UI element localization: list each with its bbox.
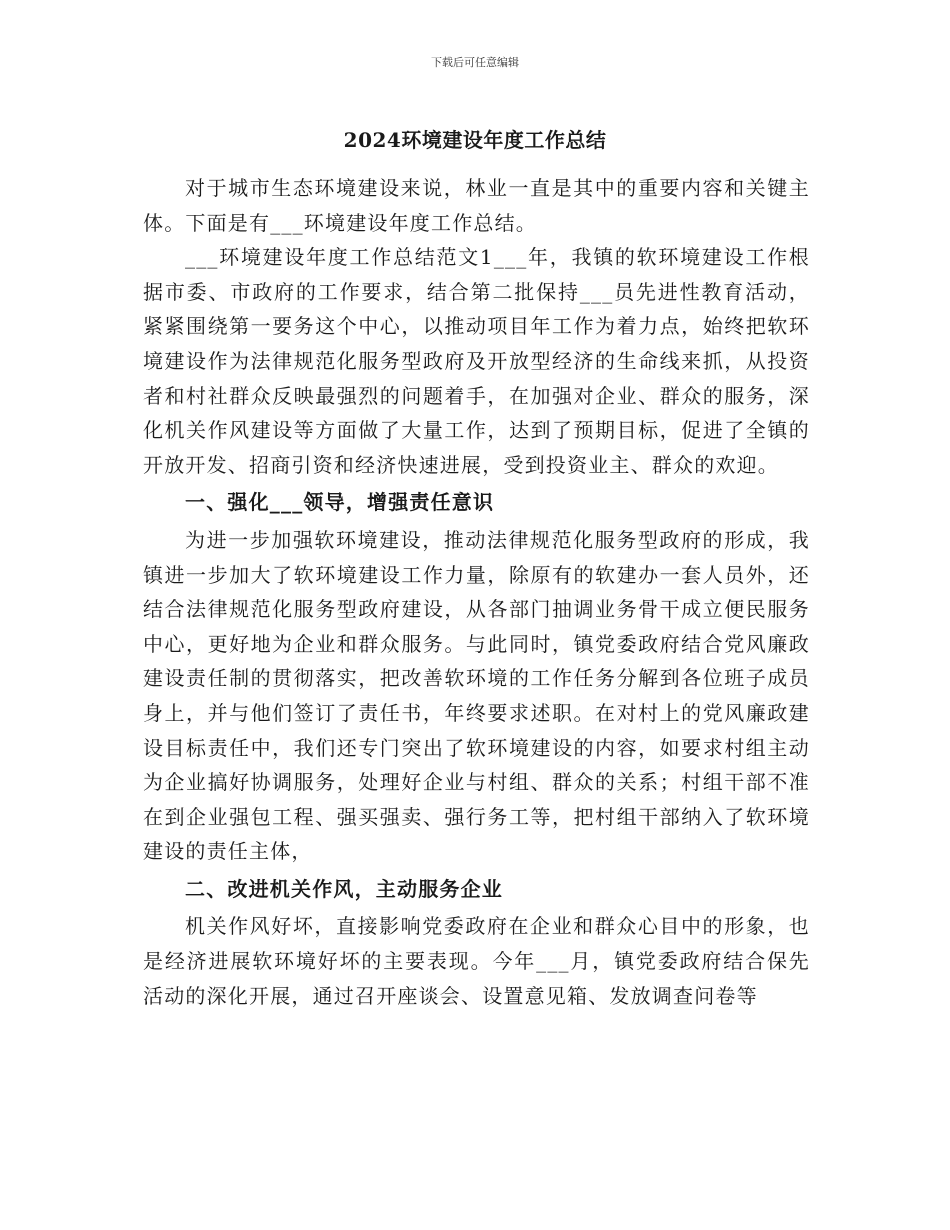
paragraph-section-2: 机关作风好坏，直接影响党委政府在企业和群众心目中的形象，也是经济进展软环境好坏的主要表现。今年___月，镇党委政府结合保先活动的深化开展，通过召开座谈会、设置意见箱、发放调查问卷等 — [143, 914, 810, 1008]
document-title: 2024环境建设年度工作总结 — [343, 128, 607, 152]
section-heading-2: 二、改进机关作风，主动服务企业 — [185, 876, 503, 901]
paragraph-summary: ___环境建设年度工作总结范文1___年，我镇的软环境建设工作根据市委、市政府的工作要求，结合第二批保持___员先进性教育活动，紧紧围绕第一要务这个中心，以推动项目年工作为着力点，始终把软环境建设作为法律规范化服务型政府及开放型经济的生命线来抓，从投资者和村社群众反映最强烈的问题着手，在加强对企业、群众的服务，深化机关作风建设等方面做了大量工作，达到了预期目标，促进了全镇的开放开发、招商引资和经济快速进展，受到投资业主、群众的欢迎。 — [143, 245, 810, 477]
section-heading-1: 一、强化___领导，增强责任意识 — [185, 490, 495, 515]
paragraph-section-1: 为进一步加强软环境建设，推动法律规范化服务型政府的形成，我镇进一步加大了软环境建设工作力量，除原有的软建办一套人员外，还结合法律规范化服务型政府建设，从各部门抽调业务骨干成立便民服务中心，更好地为企业和群众服务。与此同时，镇党委政府结合党风廉政建设责任制的贯彻落实，把改善软环境的工作任务分解到各位班子成员身上，并与他们签订了责任书，年终要求述职。在对村上的党风廉政建设目标责任中，我们还专门突出了软环境建设的内容，如要求村组主动为企业搞好协调服务，处理好企业与村组、群众的关系；村组干部不准在到企业强包工程、强买强卖、强行务工等，把村组干部纳入了软环境建设的责任主体， — [143, 527, 810, 864]
paragraph-intro: 对于城市生态环境建设来说，林业一直是其中的重要内容和关键主体。下面是有___环境建设年度工作总结。 — [143, 176, 810, 235]
header-note: 下载后可任意编辑 — [431, 56, 519, 69]
document-body — [143, 171, 810, 1013]
